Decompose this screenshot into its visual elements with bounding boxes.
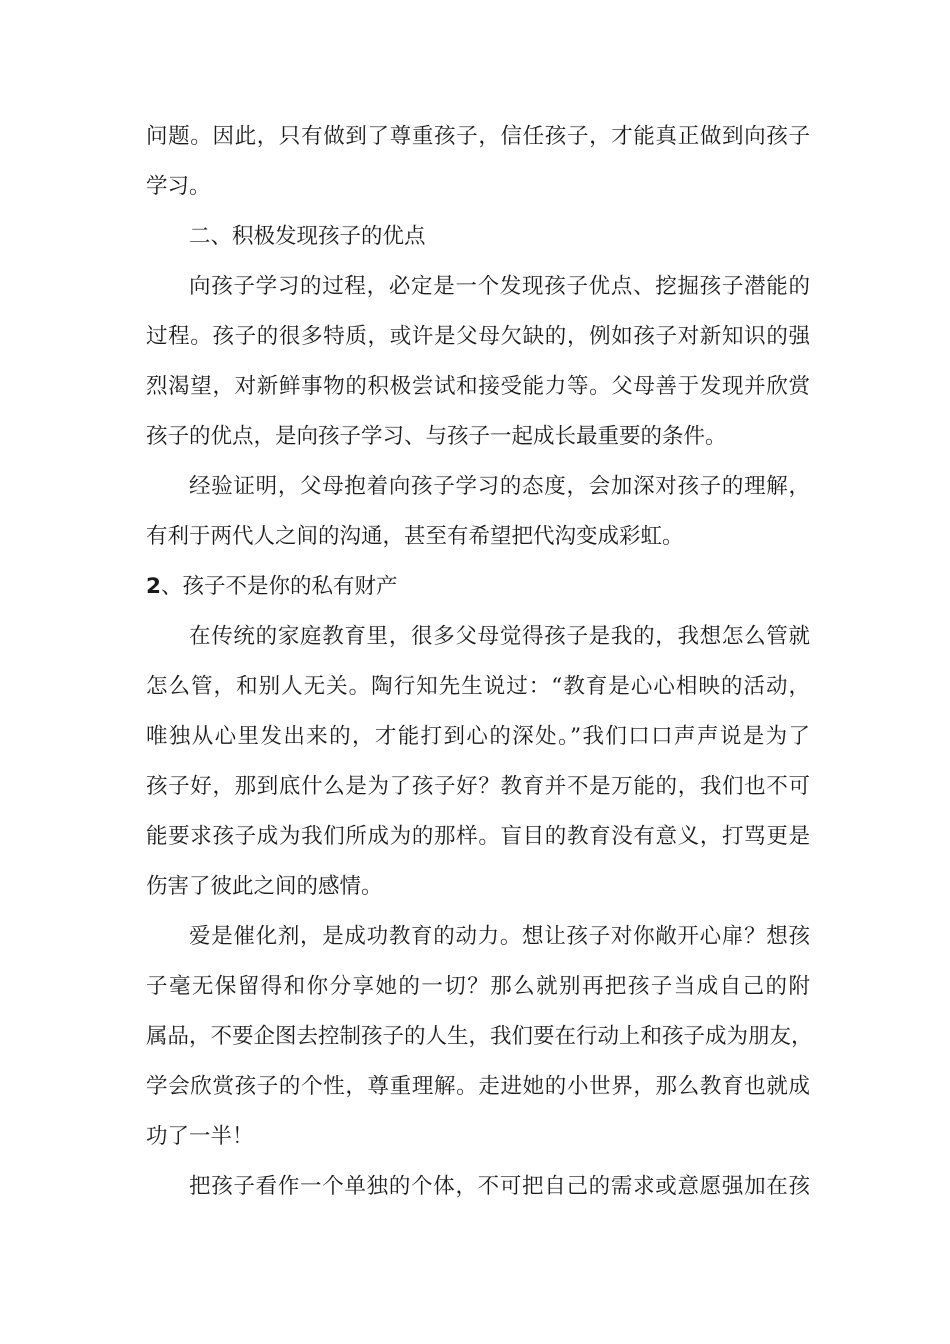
paragraph-line: 功了一半！: [146, 1124, 254, 1149]
paragraph-line: 爱是催化剂，是成功教育的动力。想让孩子对你敞开心扉？想孩: [189, 924, 810, 949]
paragraph-line: 怎么管，和别人无关。陶行知先生说过：“教育是心心相映的活动，: [146, 674, 810, 699]
paragraph-line: 问题。因此，只有做到了尊重孩子，信任孩子，才能真正做到向孩子: [146, 124, 810, 149]
paragraph-line: 孩子的优点，是向孩子学习、与孩子一起成长最重要的条件。: [146, 424, 727, 449]
paragraph-line: 孩子好，那到底什么是为了孩子好？教育并不是万能的，我们也不可: [146, 774, 810, 799]
paragraph-line: 属品，不要企图去控制孩子的人生，我们要在行动上和孩子成为朋友，: [146, 1024, 813, 1049]
paragraph-line: 学习。: [146, 174, 211, 199]
paragraph-line: 烈渴望，对新鲜事物的积极尝试和接受能力等。父母善于发现并欣赏: [146, 374, 810, 399]
paragraph-line: 能要求孩子成为我们所成为的那样。盲目的教育没有意义，打骂更是: [146, 824, 810, 849]
paragraph-line: 唯独从心里发出来的，才能打到心的深处。”我们口口声声说是为了: [146, 724, 810, 749]
paragraph-line: 有利于两代人之间的沟通，甚至有希望把代沟变成彩虹。: [146, 524, 684, 549]
paragraph-line: 向孩子学习的过程，必定是一个发现孩子优点、挖掘孩子潜能的: [189, 274, 810, 299]
paragraph-line: 经验证明，父母抱着向孩子学习的态度，会加深对孩子的理解，: [189, 474, 810, 499]
paragraph-line: 子毫无保留得和你分享她的一切？那么就别再把孩子当成自己的附: [146, 974, 810, 999]
numbered-heading: [146, 572, 810, 602]
heading-text: 、孩子不是你的私有财产: [160, 574, 398, 599]
heading-number: 2: [146, 574, 161, 599]
paragraph-line: 在传统的家庭教育里，很多父母觉得孩子是我的，我想怎么管就: [189, 624, 810, 649]
section-heading: 二、积极发现孩子的优点: [189, 224, 426, 249]
paragraph-line: 过程。孩子的很多特质，或许是父母欠缺的，例如孩子对新知识的强: [146, 324, 810, 349]
paragraph-line: 学会欣赏孩子的个性，尊重理解。走进她的小世界，那么教育也就成: [146, 1074, 810, 1099]
paragraph-line: 把孩子看作一个单独的个体，不可把自己的需求或意愿强加在孩: [189, 1174, 810, 1199]
paragraph-line: 伤害了彼此之间的感情。: [146, 874, 383, 899]
